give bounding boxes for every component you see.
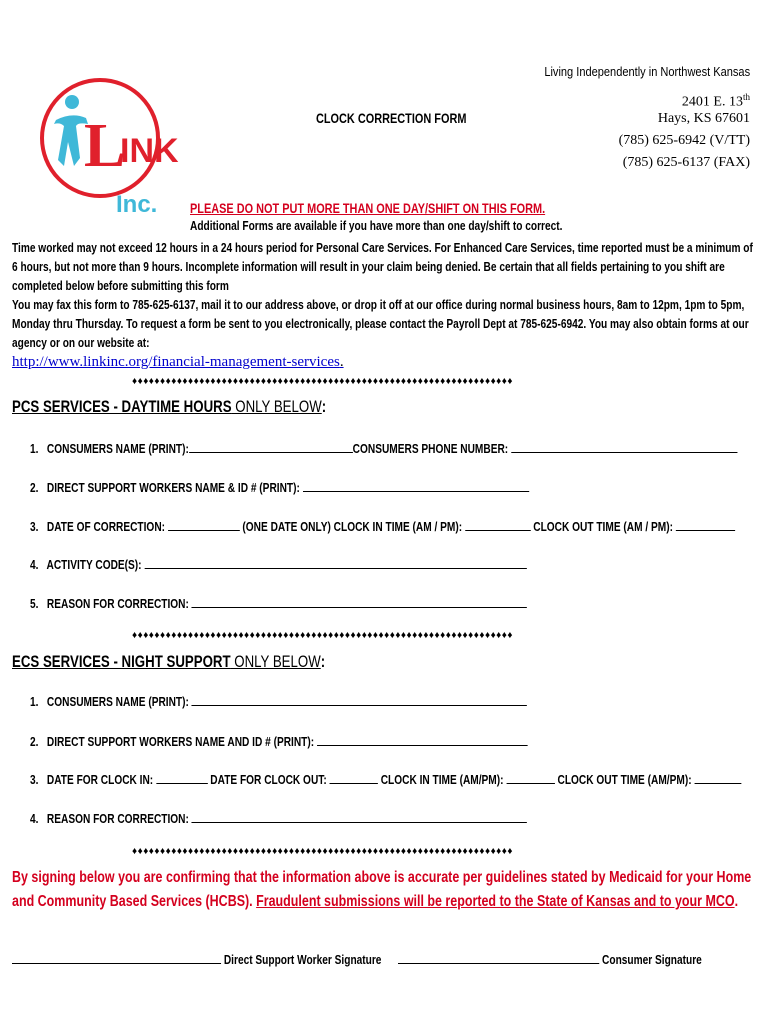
logo-sub: Inc.	[116, 191, 158, 218]
form-title: CLOCK CORRECTION FORM	[316, 110, 467, 126]
ecs-clock-out-field[interactable]	[694, 771, 741, 784]
ecs-dsw-name-label: DIRECT SUPPORT WORKERS NAME AND ID # (PRINT):	[46, 734, 317, 749]
ecs-section-title: ECS SERVICES - NIGHT SUPPORT ONLY BELOW:	[12, 652, 326, 671]
ecs-clock-in-label: CLOCK IN TIME (AM/PM):	[377, 772, 507, 787]
hours-instructions: Time worked may not exceed 12 hours in a 24 hours period for Personal Care Services. For Enhanced Care Services, time reported must be a minimum of 6 hours, but not more than 9 hours. Incomplete information will result in your claim being denied. Be certain that all fields pertaining to you shift are completed below before submitting this form	[12, 240, 753, 293]
pcs-activity-field[interactable]	[144, 556, 526, 569]
ecs-consumer-name-field[interactable]	[192, 693, 527, 706]
ecs-row-2: 2. DIRECT SUPPORT WORKERS NAME AND ID # (PRINT):	[30, 733, 528, 749]
pcs-date-field[interactable]	[168, 518, 240, 531]
org-tagline: Living Independently in Northwest Kansas	[544, 64, 750, 79]
pcs-activity-label: ACTIVITY CODE(S):	[46, 557, 145, 572]
ecs-row-3: 3. DATE FOR CLOCK IN: DATE FOR CLOCK OUT: CLOCK IN TIME (AM/PM): CLOCK OUT TIME (AM/PM):	[30, 771, 741, 787]
ecs-dsw-name-field[interactable]	[317, 733, 528, 746]
pcs-row-5: 5. REASON FOR CORRECTION:	[30, 595, 527, 611]
pcs-dsw-name-label: DIRECT SUPPORT WORKERS NAME & ID # (PRINT):	[46, 480, 303, 495]
fraud-warning: Fraudulent submissions will be reported to the State of Kansas and to your MCO	[256, 893, 735, 910]
one-shift-warning: PLEASE DO NOT PUT MORE THAN ONE DAY/SHIFT ON THIS FORM.	[190, 200, 546, 216]
additional-forms-note: Additional Forms are available if you have more than one day/shift to correct.	[190, 218, 563, 233]
pcs-dsw-name-field[interactable]	[303, 479, 529, 492]
pcs-row-2: 2. DIRECT SUPPORT WORKERS NAME & ID # (PRINT):	[30, 479, 529, 495]
logo-letters: INK	[120, 132, 179, 170]
pcs-consumer-name-field[interactable]	[189, 440, 353, 453]
pcs-clock-in-field[interactable]	[465, 518, 531, 531]
consumer-signature-row	[398, 951, 702, 967]
ecs-date-out-field[interactable]	[330, 771, 378, 784]
link-inc-logo	[28, 62, 188, 222]
divider-2: ♦♦♦♦♦♦♦♦♦♦♦♦♦♦♦♦♦♦♦♦♦♦♦♦♦♦♦♦♦♦♦♦♦♦♦♦♦♦♦♦♦♦♦♦♦♦♦♦♦♦♦♦♦♦♦♦♦♦♦♦♦♦♦♦♦♦♦♦	[132, 630, 513, 641]
pcs-reason-field[interactable]	[192, 595, 527, 608]
pcs-clock-out-label: CLOCK OUT TIME (AM / PM):	[530, 519, 676, 534]
pcs-consumer-phone-label: CONSUMERS PHONE NUMBER:	[352, 441, 511, 456]
worker-signature-field[interactable]	[12, 951, 221, 964]
ecs-reason-field[interactable]	[192, 810, 527, 823]
address-street: 2401 E. 13th	[681, 92, 750, 110]
consumer-signature-field[interactable]	[398, 951, 599, 964]
phone-fax: (785) 625-6137 (FAX)	[622, 155, 750, 170]
pcs-reason-label: REASON FOR CORRECTION:	[46, 596, 192, 611]
pcs-date-label: DATE OF CORRECTION:	[46, 519, 168, 534]
worker-signature-row	[12, 951, 381, 967]
logo-initial: L	[84, 112, 126, 180]
pcs-consumer-name-label: CONSUMERS NAME (PRINT):	[46, 441, 189, 456]
ecs-date-out-label: DATE FOR CLOCK OUT:	[207, 772, 330, 787]
pcs-clock-out-field[interactable]	[676, 518, 735, 531]
ecs-row-4: 4. REASON FOR CORRECTION:	[30, 810, 527, 826]
pcs-section-title: PCS SERVICES - DAYTIME HOURS ONLY BELOW:	[12, 397, 327, 416]
ecs-clock-in-field[interactable]	[506, 771, 554, 784]
phone-vtt: (785) 625-6942 (V/TT)	[618, 133, 750, 148]
consumer-signature-label: Consumer Signature	[599, 952, 702, 967]
ecs-date-in-label: DATE FOR CLOCK IN:	[46, 772, 157, 787]
pcs-consumer-phone-field[interactable]	[511, 440, 737, 453]
address-city: Hays, KS 67601	[657, 111, 750, 126]
pcs-row-1: 1. CONSUMERS NAME (PRINT): CONSUMERS PHONE NUMBER:	[30, 440, 737, 456]
website-link[interactable]: http://www.linkinc.org/financial-management-services.	[12, 354, 344, 370]
worker-signature-label: Direct Support Worker Signature	[221, 952, 382, 967]
attestation-statement: By signing below you are confirming that the information above is accurate per guidelines stated by Medicaid for your Home and Community Based Services (HCBS). Fraudulent submissions will be reported to the State of Kansas and to your MCO.	[12, 869, 752, 910]
ecs-date-in-field[interactable]	[156, 771, 207, 784]
pcs-row-3: 3. DATE OF CORRECTION: (ONE DATE ONLY) CLOCK IN TIME (AM / PM): CLOCK OUT TIME (AM / PM):	[30, 518, 735, 534]
pcs-row-4: 4. ACTIVITY CODE(S):	[30, 556, 527, 572]
divider-1: ♦♦♦♦♦♦♦♦♦♦♦♦♦♦♦♦♦♦♦♦♦♦♦♦♦♦♦♦♦♦♦♦♦♦♦♦♦♦♦♦♦♦♦♦♦♦♦♦♦♦♦♦♦♦♦♦♦♦♦♦♦♦♦♦♦♦♦♦	[132, 376, 513, 387]
ecs-clock-out-label: CLOCK OUT TIME (AM/PM):	[554, 772, 695, 787]
person-figure-icon	[54, 95, 88, 166]
divider-3: ♦♦♦♦♦♦♦♦♦♦♦♦♦♦♦♦♦♦♦♦♦♦♦♦♦♦♦♦♦♦♦♦♦♦♦♦♦♦♦♦♦♦♦♦♦♦♦♦♦♦♦♦♦♦♦♦♦♦♦♦♦♦♦♦♦♦♦♦	[132, 846, 513, 857]
submission-instructions: You may fax this form to 785-625-6137, mail it to our address above, or drop it off at our office during normal business hours, 8am to 12pm, 1pm to 5pm, Monday thru Thursday. To request a form be sent to you electronically, please contact the Payroll Dept at 785-625-6942. You may also obtain forms at our agency or on our website at:	[12, 297, 749, 350]
ecs-row-1: 1. CONSUMERS NAME (PRINT):	[30, 693, 527, 709]
ecs-consumer-name-label: CONSUMERS NAME (PRINT):	[46, 694, 192, 709]
ecs-reason-label: REASON FOR CORRECTION:	[46, 811, 192, 826]
pcs-clock-in-label: (ONE DATE ONLY) CLOCK IN TIME (AM / PM):	[239, 519, 465, 534]
